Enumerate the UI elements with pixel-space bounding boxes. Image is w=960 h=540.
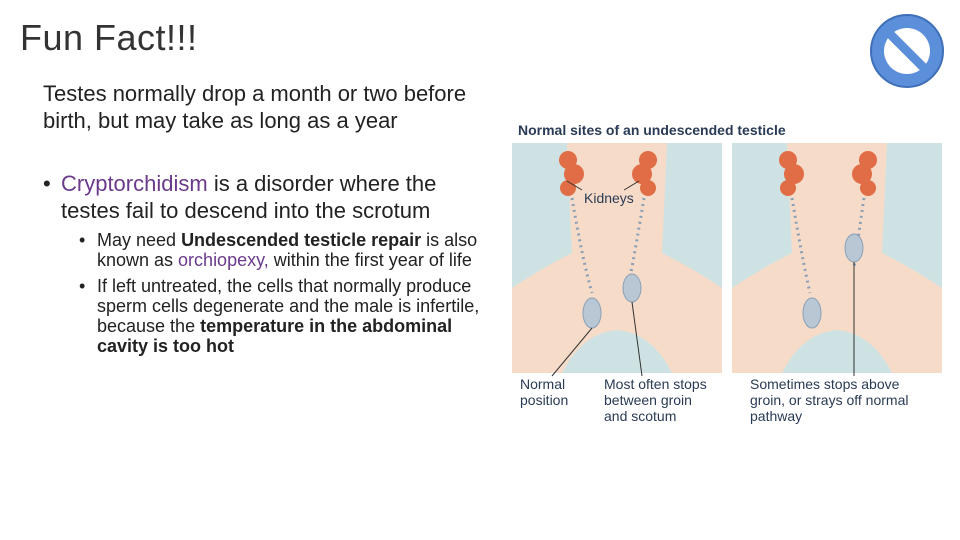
intro-paragraph: Testes normally drop a month or two before birth, but may take as long as a year xyxy=(43,81,467,133)
bullet-dot: • xyxy=(79,276,86,296)
term-cryptorchidism: Cryptorchidism xyxy=(61,171,208,196)
label-above-groin: Sometimes stops above groin, or strays off normal pathway xyxy=(750,376,909,424)
sub-bullet-suffix: within the first year of life xyxy=(268,250,472,270)
body-text xyxy=(43,80,493,362)
bullet-text: is a disorder where the testes fail to descend into the scrotum xyxy=(61,171,437,223)
sub-bullet-prefix: May need xyxy=(97,230,182,250)
bullet-dot: • xyxy=(43,171,51,196)
sub-bullet-prefix: If left untreated, the cells that normally produce sperm cells degenerate and the male is infertile, because the xyxy=(97,276,480,336)
slide-title: Fun Fact!!! xyxy=(20,17,198,58)
sub-bullet-bold: temperature in the abdominal cavity is too hot xyxy=(97,316,453,356)
sub-bullet-bold: Undescended testicle repair xyxy=(181,230,422,250)
bullet-cryptorchidism xyxy=(43,170,493,224)
label-normal-position: Normal position xyxy=(520,376,569,408)
term-orchiopexy: orchiopexy, xyxy=(178,250,269,270)
bullet-dot: • xyxy=(79,230,86,250)
figure-title: Normal sites of an undescended testicle xyxy=(518,122,786,138)
no-symbol-icon xyxy=(866,10,948,92)
undescended-testicle-figure xyxy=(512,118,942,428)
sub-bullet-orchiopexy xyxy=(79,230,493,270)
kidneys-label: Kidneys xyxy=(584,190,634,206)
sub-bullet-untreated xyxy=(79,276,493,356)
sub-bullet-middle: is also known as xyxy=(97,230,478,270)
label-groin-scrotum: Most often stops between groin and scotum xyxy=(604,376,707,424)
sub-bullet-list xyxy=(79,230,493,356)
